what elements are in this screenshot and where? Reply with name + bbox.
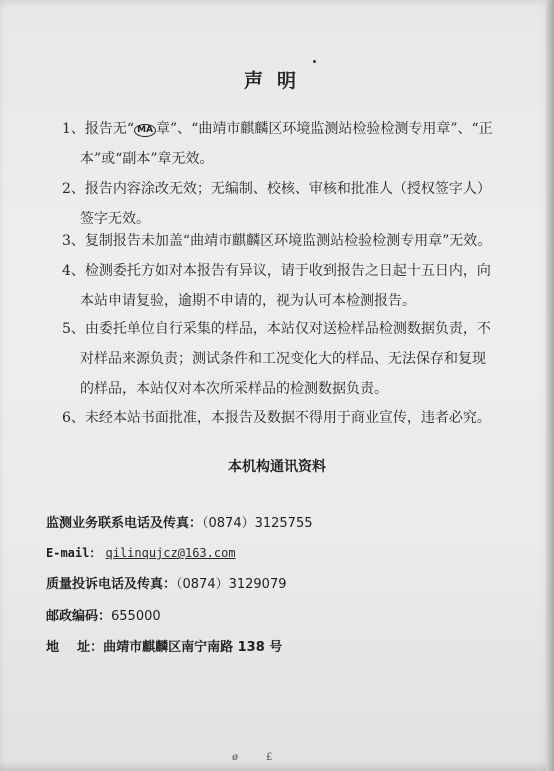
item-1-line-2: 本”或“副本”章无效。 (80, 151, 214, 167)
contact-complaint-row (46, 573, 287, 592)
declaration-item-3 (62, 226, 502, 256)
item-5-line-1: 5、由委托单位自行采集的样品，本站仅对送检样品检测数据负责，不 (62, 321, 491, 337)
contact-phone-row (46, 512, 313, 531)
declaration-item-5 (62, 314, 502, 404)
contact-email-row (46, 544, 236, 561)
postcode-value: 655000 (111, 609, 161, 624)
contact-address-row (46, 636, 282, 655)
postcode-label: 邮政编码： (46, 609, 112, 624)
item-5-line-2: 对样品来源负责；测试条件和工况变化大的样品、无法保存和复现 (80, 351, 486, 367)
item-1-line-1a: 1、报告无“ (62, 121, 135, 137)
page-edge-shadow (546, 0, 554, 771)
contact-heading: 本机构通讯资料 (228, 459, 326, 475)
item-6-line-1: 6、未经本站书面批准，本报告及数据不得用于商业宣传，违者必究。 (62, 410, 491, 426)
item-1-line-1b: 章”、“曲靖市麒麟区环境监测站检验检测专用章”、“正 (156, 121, 493, 137)
item-5-line-3: 的样品，本站仅对本次所采样品的检测数据负责。 (80, 381, 388, 397)
cma-seal-icon: MA (134, 124, 156, 137)
email-value[interactable]: qilinqujcz@163.com (105, 546, 236, 560)
complaint-value: （0874）3129079 (176, 577, 287, 592)
ink-smudge-icon: £ (266, 752, 273, 763)
complaint-label: 质量投诉电话及传真： (46, 577, 177, 592)
item-2-line-1: 2、报告内容涂改无效；无编制、校核、审核和批准人（授权签字人） (62, 181, 491, 197)
item-3-line-1: 3、复制报告未加盖“曲靖市麒麟区环境监测站检验检测专用章”无效。 (62, 233, 492, 249)
item-4-line-1: 4、检测委托方如对本报告有异议，请于收到报告之日起十五日内，向 (62, 263, 491, 279)
contact-postcode-row (46, 605, 161, 624)
address-label: 地 址： (46, 640, 104, 655)
phone-value: （0874）3125755 (202, 516, 313, 531)
email-label: E-mail： (46, 546, 102, 560)
declaration-item-4 (62, 256, 502, 316)
item-2-line-2: 签字无效。 (80, 211, 150, 227)
declaration-title: 声明 (243, 70, 310, 92)
declaration-item-6 (62, 403, 502, 433)
ink-smudge-icon: ø (232, 752, 239, 763)
declaration-item-1 (62, 114, 502, 174)
address-value: 曲靖市麒麟区南宁南路 138 号 (103, 640, 283, 655)
declaration-item-2 (62, 174, 502, 234)
item-4-line-2: 本站申请复验，逾期不申请的，视为认可本检测报告。 (80, 293, 416, 309)
ink-dot (313, 60, 316, 63)
phone-label: 监测业务联系电话及传真： (46, 516, 203, 531)
